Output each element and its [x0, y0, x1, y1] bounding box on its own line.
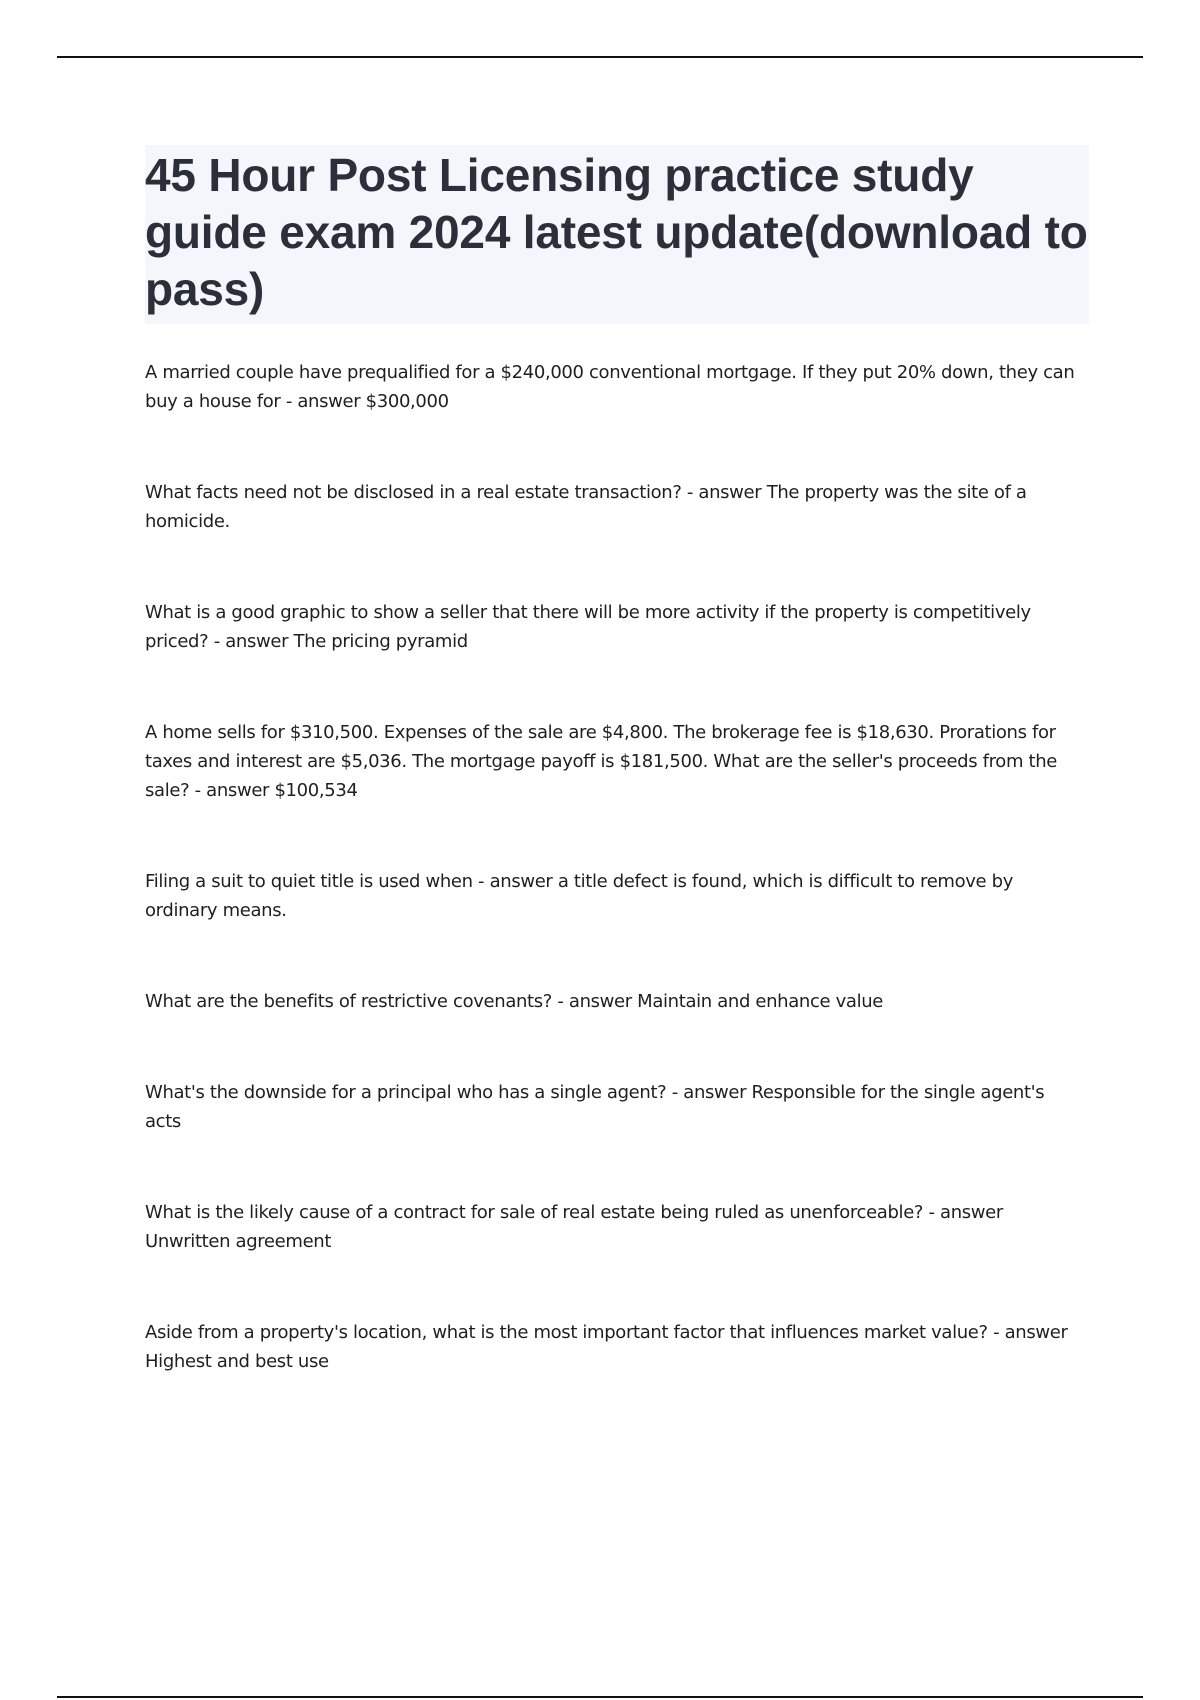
qa-item: What is a good graphic to show a seller that there will be more activity if the property is competitively priced? - answer The pricing pyramid	[145, 602, 1031, 652]
qa-item: What's the downside for a principal who has a single agent? - answer Responsible for the single agent's acts	[145, 1082, 1045, 1132]
bottom-rule	[57, 1696, 1143, 1698]
qa-item: A home sells for $310,500. Expenses of the sale are $4,800. The brokerage fee is $18,630. Prorations for taxes and interest are $5,036. The mortgage payoff is $181,500. What are the seller's proceeds from the sale? - answer $100,534	[145, 722, 1058, 801]
qa-item: What facts need not be disclosed in a real estate transaction? - answer The property was the site of a homicide.	[145, 482, 1027, 532]
qa-item: What are the benefits of restrictive covenants? - answer Maintain and enhance value	[145, 991, 884, 1012]
qa-item: Aside from a property's location, what is the most important factor that influences market value? - answer Highest and best use	[145, 1322, 1068, 1372]
qa-list	[145, 358, 1085, 1438]
qa-item: What is the likely cause of a contract for sale of real estate being ruled as unenforceable? - answer Unwritten agreement	[145, 1202, 1003, 1252]
qa-item: Filing a suit to quiet title is used when - answer a title defect is found, which is difficult to remove by ordinary means.	[145, 871, 1014, 921]
top-rule	[57, 56, 1143, 58]
title-block	[145, 145, 1089, 324]
document-title: 45 Hour Post Licensing practice study guide exam 2024 latest update(download to pass)	[145, 149, 1088, 315]
qa-item: A married couple have prequalified for a $240,000 conventional mortgage. If they put 20% down, they can buy a house for - answer $300,000	[145, 362, 1075, 412]
